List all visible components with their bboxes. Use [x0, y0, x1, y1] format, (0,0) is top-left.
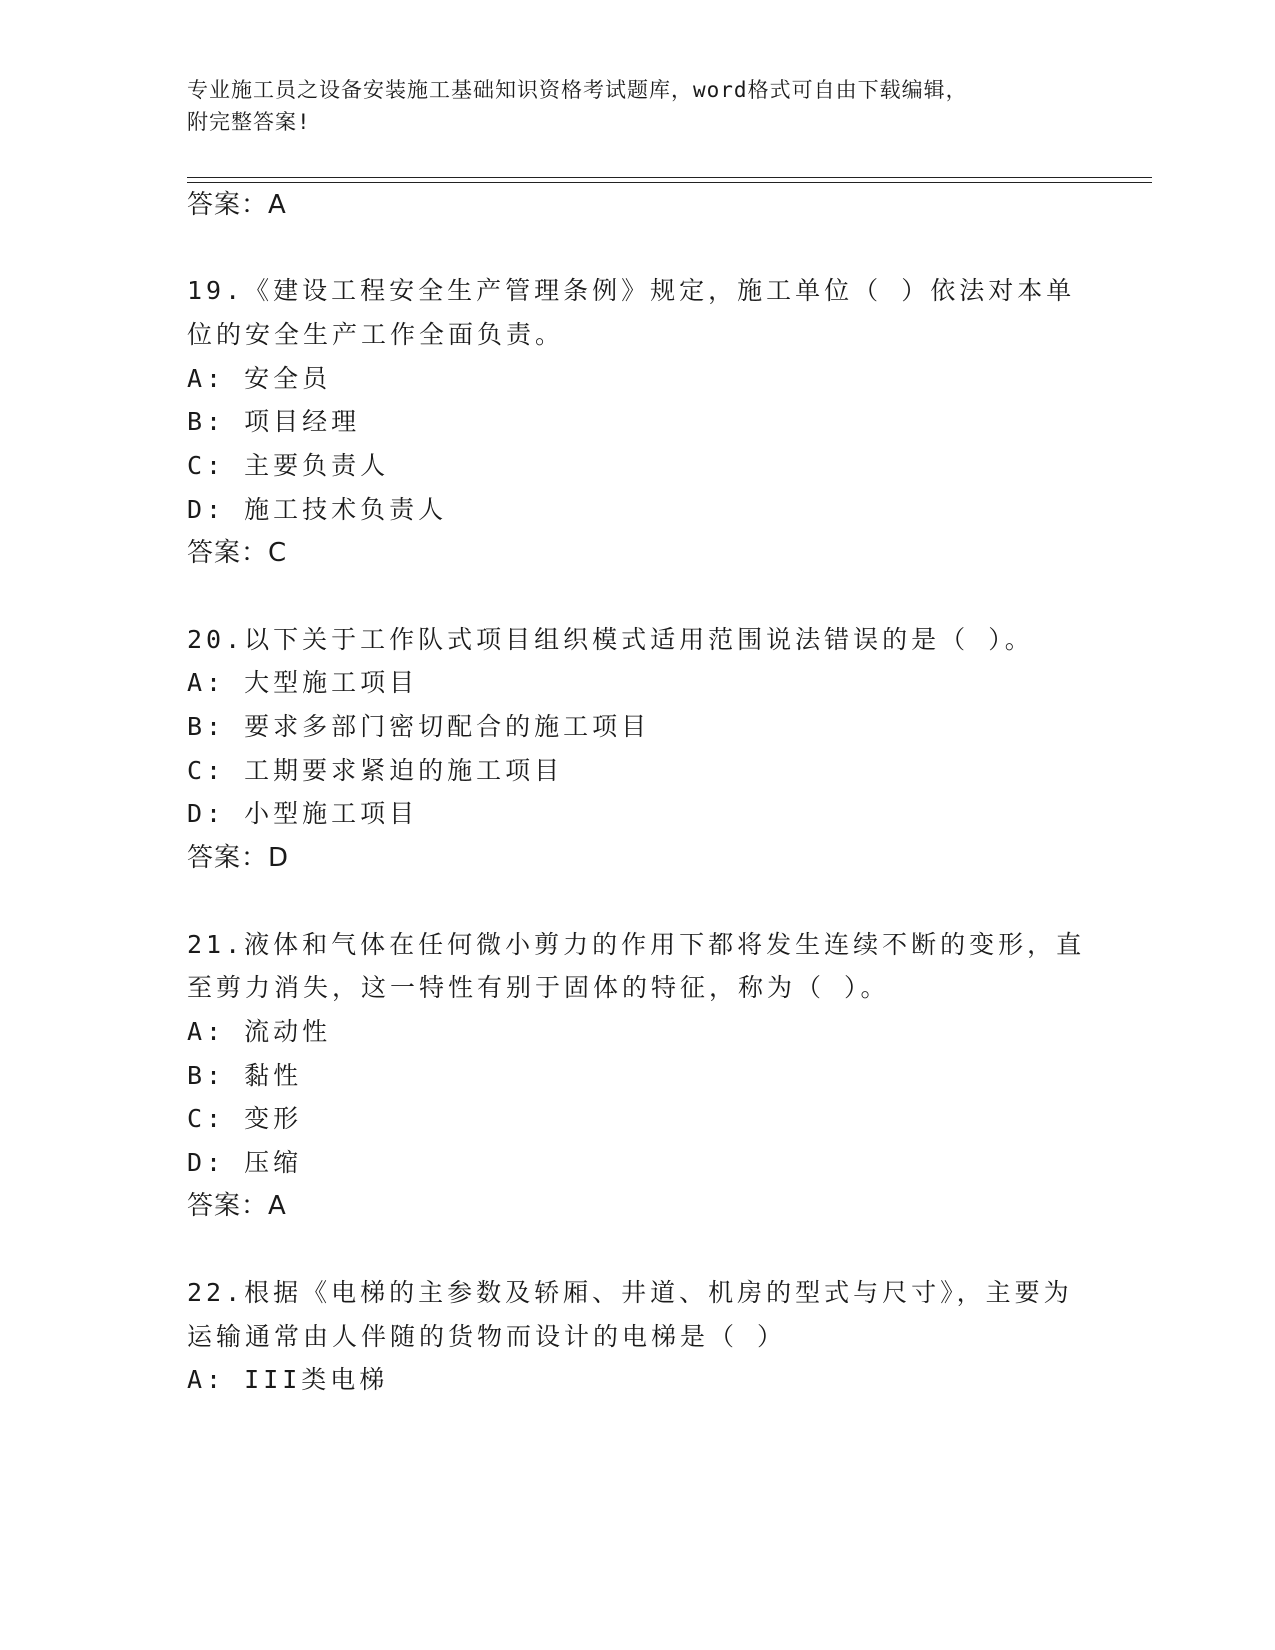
question-22-text-line-2: 运输通常由人伴随的货物而设计的电梯是（ ）	[187, 1322, 787, 1351]
document-header	[187, 74, 1087, 138]
question-19-text-line-1: 19.《建设工程安全生产管理条例》规定，施工单位（ ）依法对本单	[187, 276, 1076, 305]
question-21-text-line-2: 至剪力消失，这一特性有别于固体的特征，称为（ ）。	[187, 973, 890, 1002]
answer-q19: 答案：C	[187, 538, 288, 568]
header-divider-bottom	[187, 182, 1152, 183]
question-19-option-b: B: 项目经理	[187, 407, 361, 436]
question-21-option-a: A: 流动性	[187, 1017, 332, 1046]
header-divider-top	[187, 177, 1152, 178]
question-21-option-d: D: 压缩	[187, 1148, 303, 1177]
question-20-option-d: D: 小型施工项目	[187, 799, 419, 828]
answer-q20: 答案：D	[187, 843, 290, 873]
question-20-option-b: B: 要求多部门密切配合的施工项目	[187, 712, 651, 741]
question-22-text-line-1: 22.根据《电梯的主参数及轿厢、井道、机房的型式与尺寸》，主要为	[187, 1278, 1073, 1307]
question-21-option-c: C: 变形	[187, 1104, 303, 1133]
question-21-option-b: B: 黏性	[187, 1061, 303, 1090]
question-20-option-a: A: 大型施工项目	[187, 668, 419, 697]
question-19-option-a: A: 安全员	[187, 364, 332, 393]
answer-q18: 答案：A	[187, 190, 287, 220]
question-19-option-c: C: 主要负责人	[187, 451, 390, 480]
question-21-text-line-1: 21.液体和气体在任何微小剪力的作用下都将发生连续不断的变形，直	[187, 930, 1086, 959]
question-19-text-line-2: 位的安全生产工作全面负责。	[187, 320, 565, 349]
header-line-1: 专业施工员之设备安装施工基础知识资格考试题库，word格式可自由下载编辑，	[187, 78, 968, 102]
question-20-option-c: C: 工期要求紧迫的施工项目	[187, 756, 564, 785]
question-22-option-a: A: III类电梯	[187, 1365, 389, 1394]
header-line-2: 附完整答案!	[187, 110, 311, 134]
question-19-option-d: D: 施工技术负责人	[187, 495, 448, 524]
answer-q21: 答案：A	[187, 1191, 287, 1221]
question-20-text-line-1: 20.以下关于工作队式项目组织模式适用范围说法错误的是（ ）。	[187, 625, 1034, 654]
